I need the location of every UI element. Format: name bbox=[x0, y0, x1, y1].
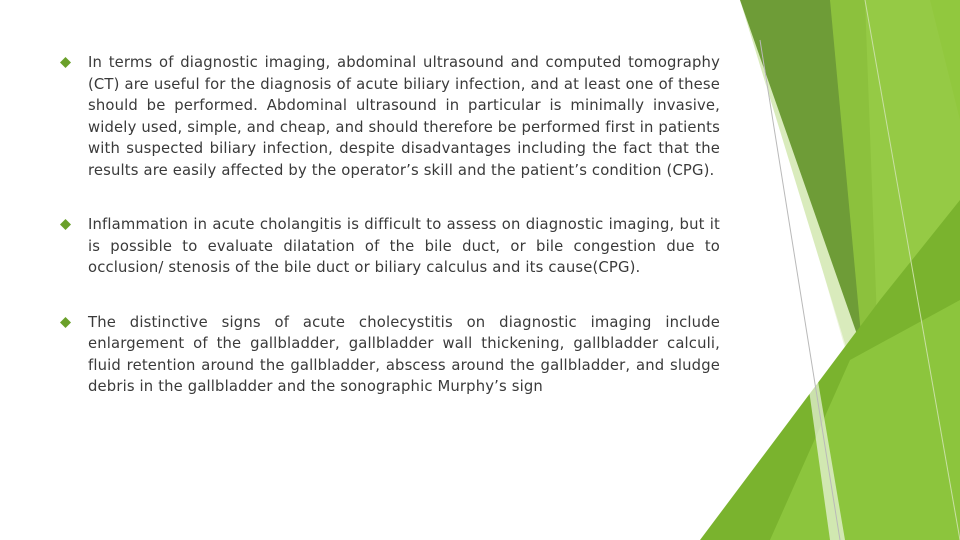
bullet-text-imaging: In terms of diagnostic imaging, abdominal ultrasound and computed tomography (CT) are useful for the diagnosis of acute biliary infection, and at least one of these should be performed. Abdominal ultrasound in particular is minimally invasive, widely used, simple, and cheap, and should therefore be performed first in patients with suspected biliary infection, despite disadvantages including the fact that the results are easily affected by the operator’s skill and the patient’s condition (CPG). bbox=[88, 54, 720, 179]
bullet-text-cholangitis: Inflammation in acute cholangitis is difficult to assess on diagnostic imaging, but it is possible to evaluate dilatation of the bile duct, or bile congestion due to occlusion/ stenosis of the bile duct or biliary calculus and its cause(CPG). bbox=[88, 216, 720, 276]
diamond-bullet-icon bbox=[60, 57, 71, 68]
bullet-list bbox=[60, 52, 720, 431]
bullet-text-cholecystitis: The distinctive signs of acute cholecystitis on diagnostic imaging include enlargement of the gallbladder, gallbladder wall thickening, gallbladder calculi, fluid retention around the gallbladder, abscess around the gallbladder, and sludge debris in the gallbladder and the sonographic Murphy’s sign bbox=[88, 313, 720, 395]
list-item bbox=[60, 52, 720, 181]
diamond-bullet-icon bbox=[60, 317, 71, 328]
list-item bbox=[60, 312, 720, 398]
diamond-bullet-icon bbox=[60, 219, 71, 230]
list-item bbox=[60, 214, 720, 279]
